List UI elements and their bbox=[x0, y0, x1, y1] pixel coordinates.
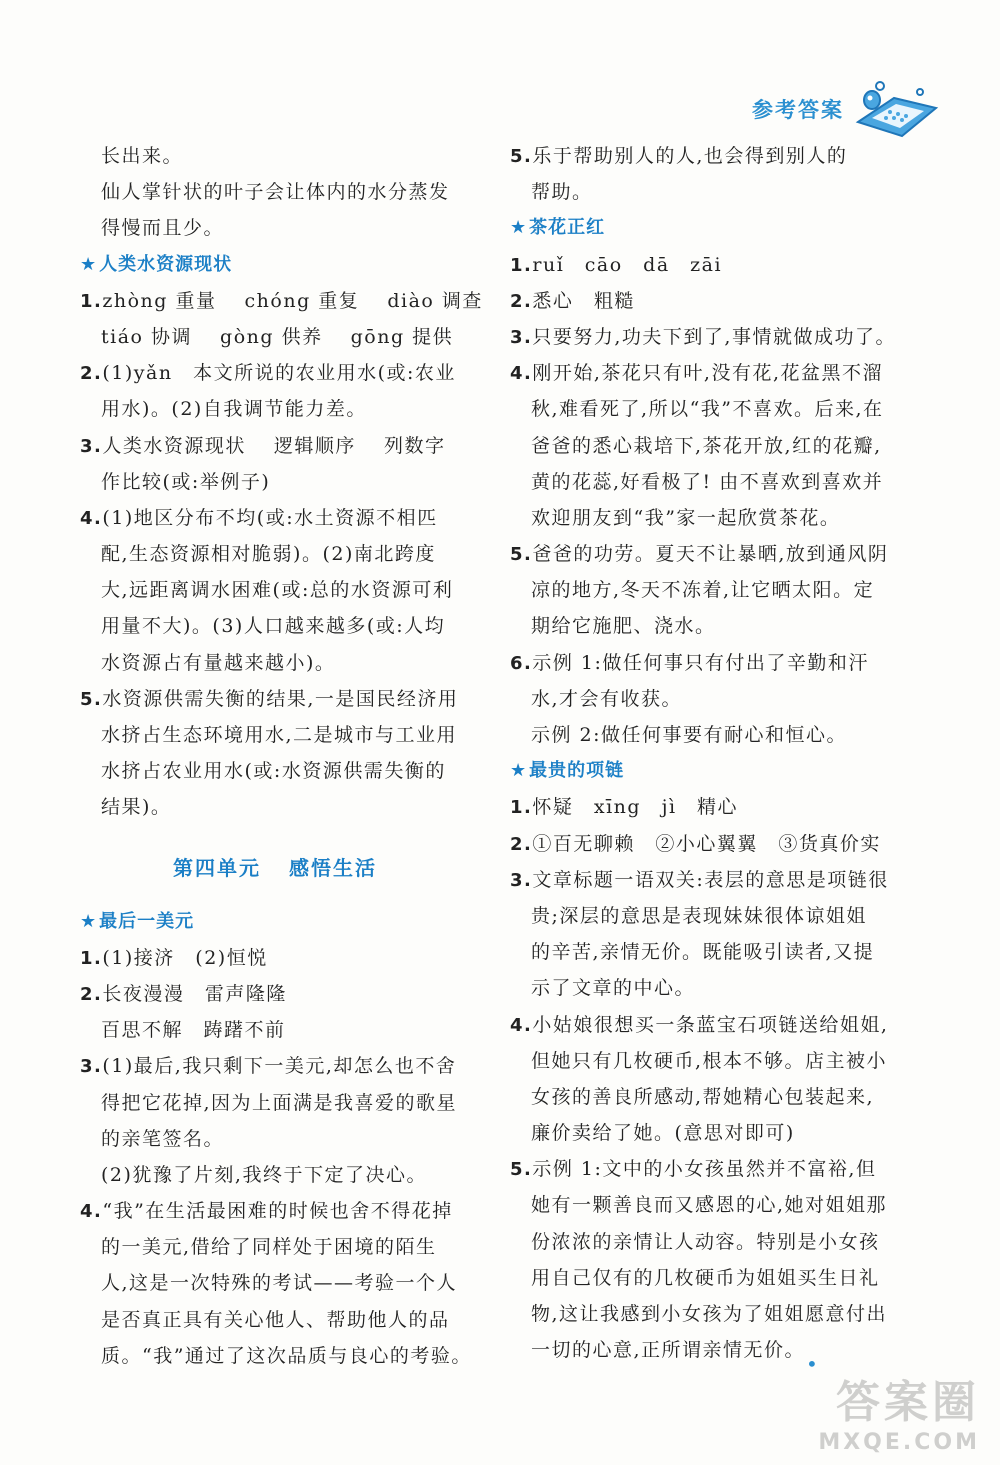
answer-text-line: 但她只有几枚硬币,根本不够。店主被小 bbox=[531, 1049, 888, 1072]
answer-text-line: 一切的心意,正所谓亲情无价。 bbox=[531, 1339, 806, 1362]
answer-item bbox=[80, 428, 470, 464]
item-number: 2. bbox=[80, 983, 103, 1005]
answer-item bbox=[510, 862, 902, 898]
item-number: 5. bbox=[80, 688, 103, 710]
answer-text-line: 用量不大)。(3)人口越来越多(或:人均 bbox=[101, 615, 446, 638]
star-icon: ★ bbox=[80, 910, 98, 932]
answer-text-line: 人,这是一次特殊的考试——考验一个人 bbox=[101, 1272, 458, 1295]
answer-text-line: 用水)。(2)自我调节能力差。 bbox=[101, 398, 367, 421]
answer-text-line: 廉价卖给了她。(意思对即可) bbox=[531, 1122, 795, 1145]
star-icon: ★ bbox=[510, 217, 528, 239]
item-number: 1. bbox=[80, 947, 103, 969]
item-text: (1)最后,我只剩下一美元,却怎么也不舍 bbox=[102, 1055, 457, 1078]
watermark bbox=[818, 1366, 980, 1455]
item-number: 5. bbox=[510, 544, 533, 566]
watermark-url: MXQE.COM bbox=[818, 1430, 980, 1455]
left-column bbox=[80, 138, 483, 1374]
answer-text-line: 得慢而且少。 bbox=[101, 217, 225, 240]
unit-heading bbox=[80, 832, 470, 904]
answer-text-line: 用自己仅有的几枚硬币为姐姐买生日礼 bbox=[531, 1266, 880, 1289]
answer-text-line: 的亲笔签名。 bbox=[101, 1127, 225, 1150]
star-icon: ★ bbox=[510, 760, 528, 782]
section-heading bbox=[80, 904, 470, 940]
answer-text-line: 秋,难看死了,所以“我”不喜欢。后来,在 bbox=[531, 398, 884, 421]
answer-text-line: 帮助。 bbox=[531, 181, 593, 204]
item-number: 3. bbox=[510, 869, 533, 891]
answer-item bbox=[80, 355, 470, 391]
answer-item bbox=[80, 681, 470, 717]
item-text: 示例 1:做任何事只有付出了辛勤和汗 bbox=[532, 651, 869, 674]
unit-name: 感悟生活 bbox=[289, 855, 377, 880]
answer-text-line: tiáo 协调 gòng 供养 gōng 提供 bbox=[101, 325, 454, 348]
item-number: 4. bbox=[80, 1201, 103, 1223]
answer-text-line: 大,远距离调水困难(或:总的水资源可利 bbox=[101, 579, 454, 602]
item-number: 2. bbox=[510, 290, 533, 312]
item-number: 3. bbox=[80, 435, 103, 457]
section-title: 最后一美元 bbox=[99, 910, 195, 932]
item-text: 水资源供需失衡的结果,一是国民经济用 bbox=[102, 687, 459, 710]
item-text: 文章标题一语双关:表层的意思是项链很 bbox=[532, 868, 889, 891]
book-mascot-icon bbox=[850, 78, 940, 140]
item-number: 4. bbox=[510, 363, 533, 385]
item-number: 1. bbox=[80, 290, 103, 312]
item-number: 6. bbox=[510, 652, 533, 674]
page-marker: • bbox=[806, 1352, 818, 1376]
answer-text-line: 欢迎朋友到“我”家一起欣赏茶花。 bbox=[531, 506, 841, 529]
answer-text-line: 她有一颗善良而又感恩的心,她对姐姐那 bbox=[531, 1194, 888, 1217]
item-text: 乐于帮助别人的人,也会得到别人的 bbox=[532, 145, 848, 167]
answer-item bbox=[510, 355, 902, 391]
answer-text-line: 物,这让我感到小女孩为了姐姐愿意付出 bbox=[531, 1303, 888, 1325]
answer-item bbox=[510, 319, 902, 355]
answer-text-line: 贵;深层的意思是表现妹妹很体谅姐姐 bbox=[531, 904, 867, 927]
answer-text-line: 质。“我”通过了这次品质与良心的考验。 bbox=[101, 1344, 472, 1367]
answer-text-line: 长出来。 bbox=[101, 145, 184, 167]
answer-text-line: 的辛苦,亲情无价。既能吸引读者,又提 bbox=[531, 941, 875, 964]
section-title: 最贵的项链 bbox=[529, 760, 625, 782]
answer-text-line: 作比较(或:举例子) bbox=[101, 470, 271, 493]
answer-text-line: 份浓浓的亲情让人动容。特别是小女孩 bbox=[531, 1230, 880, 1253]
item-text: 长夜漫漫 雷声隆隆 bbox=[102, 982, 287, 1005]
item-number: 3. bbox=[510, 326, 533, 348]
item-text: 小姑娘很想买一条蓝宝石项链送给姐姐, bbox=[532, 1013, 889, 1036]
page-header bbox=[752, 78, 940, 140]
right-column bbox=[510, 138, 902, 1368]
answer-item bbox=[80, 283, 483, 319]
item-text: 爸爸的功劳。夏天不让暴晒,放到通风阴 bbox=[532, 543, 889, 566]
answer-item bbox=[80, 940, 470, 976]
section-heading bbox=[510, 210, 902, 246]
star-icon: ★ bbox=[80, 253, 98, 275]
answer-text-line: 是否真正具有关心他人、帮助他人的品 bbox=[101, 1308, 450, 1331]
answer-text-line: 示例 2:做任何事要有耐心和恒心。 bbox=[531, 724, 848, 746]
section-heading bbox=[80, 247, 470, 283]
item-text: zhòng 重量 chóng 重复 diào 调查 bbox=[102, 289, 483, 312]
item-number: 4. bbox=[80, 507, 103, 529]
item-text: 悉心 粗糙 bbox=[532, 289, 635, 312]
answer-item bbox=[80, 976, 470, 1012]
item-number: 4. bbox=[510, 1014, 533, 1036]
answer-text-line: (2)犹豫了片刻,我终于下定了决心。 bbox=[101, 1163, 427, 1186]
item-number: 2. bbox=[510, 833, 533, 855]
answer-text-line: 女孩的善良所感动,帮她精心包装起来, bbox=[531, 1085, 875, 1108]
item-text: 刚开始,茶花只有叶,没有花,花盆黑不溜 bbox=[532, 362, 883, 385]
answer-text-line: 百思不解 踌躇不前 bbox=[101, 1019, 286, 1042]
item-text: 怀疑 xīng jì 精心 bbox=[532, 796, 739, 819]
item-number: 3. bbox=[80, 1056, 103, 1078]
answer-text-line: 水,才会有收获。 bbox=[531, 687, 683, 710]
answer-item bbox=[510, 138, 902, 174]
answer-item bbox=[510, 283, 902, 319]
answer-text-line: 仙人掌针状的叶子会让体内的水分蒸发 bbox=[101, 181, 450, 204]
item-number: 5. bbox=[510, 1159, 533, 1181]
answer-item bbox=[80, 1048, 470, 1084]
section-heading bbox=[510, 753, 902, 789]
item-number: 2. bbox=[80, 363, 103, 385]
answer-text-line: 水挤占农业用水(或:水资源供需失衡的 bbox=[101, 760, 446, 783]
answer-text-line: 期给它施肥、浇水。 bbox=[531, 615, 716, 638]
unit-number: 第四单元 bbox=[173, 855, 261, 880]
answer-text-line: 得把它花掉,因为上面满是我喜爱的歌星 bbox=[101, 1091, 458, 1114]
answer-item bbox=[510, 1007, 902, 1043]
answer-item bbox=[510, 645, 902, 681]
answer-text-line: 黄的花蕊,好看极了! 由不喜欢到喜欢并 bbox=[531, 470, 884, 493]
item-number: 1. bbox=[510, 254, 533, 276]
item-text: ruǐ cāo dā zāi bbox=[532, 253, 723, 276]
item-text: (1)yǎn 本文所说的农业用水(或:农业 bbox=[102, 362, 456, 385]
answer-text-line: 水挤占生态环境用水,二是城市与工业用 bbox=[101, 724, 458, 746]
section-title: 人类水资源现状 bbox=[99, 253, 233, 275]
item-number: 5. bbox=[510, 146, 533, 167]
answer-item bbox=[510, 536, 902, 572]
watermark-logo-text: 答案圈 bbox=[836, 1377, 980, 1428]
answer-item bbox=[510, 1151, 902, 1187]
answer-item bbox=[80, 500, 470, 536]
answer-item bbox=[510, 789, 902, 825]
answer-text-line: 爸爸的悉心栽培下,茶花开放,红的花瓣, bbox=[531, 434, 882, 457]
item-text: (1)地区分布不均(或:水土资源不相匹 bbox=[102, 506, 438, 529]
item-text: 示例 1:文中的小女孩虽然并不富裕,但 bbox=[532, 1158, 877, 1181]
item-text: “我”在生活最困难的时候也舍不得花掉 bbox=[102, 1200, 453, 1223]
answer-text-line: 结果)。 bbox=[101, 796, 172, 819]
answer-text-line: 水资源占有量越来越小)。 bbox=[101, 651, 336, 674]
answer-text-line: 配,生态资源相对脆弱)。(2)南北跨度 bbox=[101, 543, 436, 566]
answer-item bbox=[510, 247, 902, 283]
item-text: (1)接济 (2)恒悦 bbox=[102, 946, 268, 969]
answer-text-line: 示了文章的中心。 bbox=[531, 977, 696, 1000]
item-text: 人类水资源现状 逻辑顺序 列数字 bbox=[102, 434, 446, 457]
item-number: 1. bbox=[510, 797, 533, 819]
answer-item bbox=[80, 1193, 470, 1229]
item-text: 只要努力,功夫下到了,事情就做成功了。 bbox=[532, 325, 896, 348]
answer-text-line: 的一美元,借给了同样处于困境的陌生 bbox=[101, 1236, 437, 1259]
answer-text-line: 凉的地方,冬天不冻着,让它晒太阳。定 bbox=[531, 579, 875, 602]
item-text: ①百无聊赖 ②小心翼翼 ③货真价实 bbox=[532, 832, 881, 855]
answer-item bbox=[510, 826, 902, 862]
header-title: 参考答案 bbox=[752, 98, 844, 122]
section-title: 茶花正红 bbox=[529, 217, 606, 239]
